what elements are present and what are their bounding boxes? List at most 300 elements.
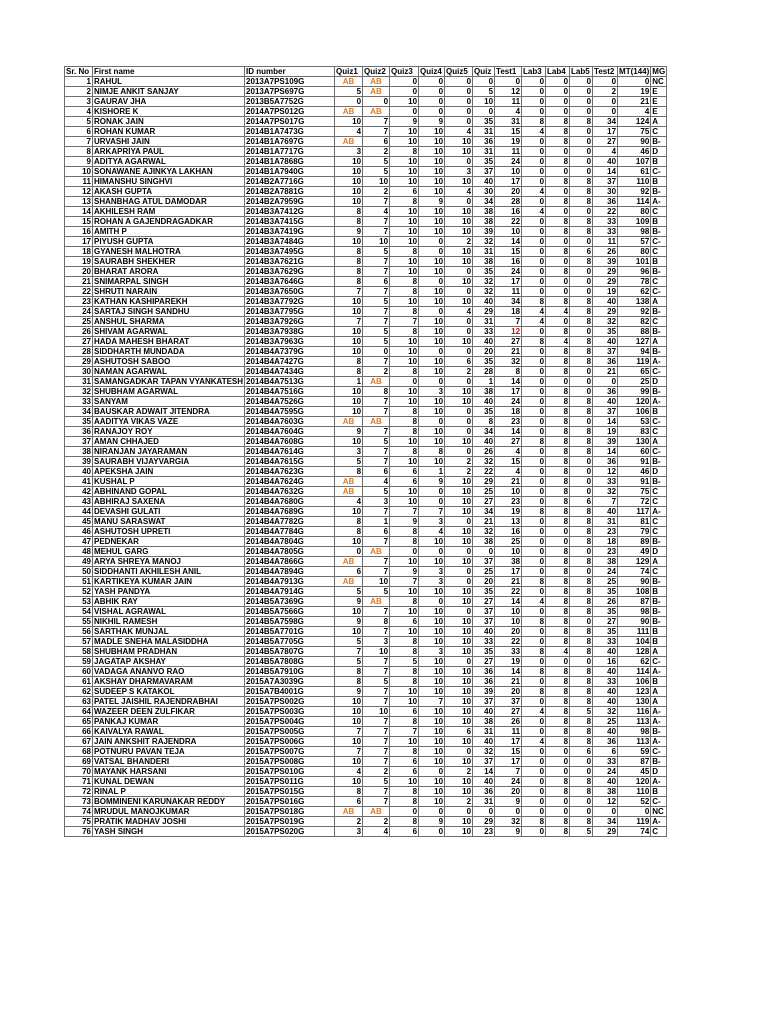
table-cell: 10 bbox=[419, 607, 445, 617]
table-cell: 3 bbox=[419, 517, 445, 527]
table-cell: 7 bbox=[495, 317, 522, 327]
table-cell: 0 bbox=[522, 197, 546, 207]
table-cell: 8 bbox=[546, 817, 570, 827]
table-cell: 32 bbox=[473, 747, 495, 757]
table-cell: 2013A7PS109G bbox=[245, 77, 335, 87]
table-cell: 35 bbox=[593, 587, 618, 597]
table-cell: NAMAN AGARWAL bbox=[93, 367, 245, 377]
table-cell: 4 bbox=[522, 187, 546, 197]
table-row bbox=[65, 337, 667, 347]
table-cell: 18 bbox=[593, 537, 618, 547]
table-cell: 7 bbox=[363, 117, 390, 127]
table-cell: 9 bbox=[335, 687, 363, 697]
table-cell: A bbox=[651, 337, 667, 347]
table-cell: 21 bbox=[473, 517, 495, 527]
table-cell: 90 bbox=[618, 617, 651, 627]
table-cell: 7 bbox=[363, 697, 390, 707]
table-cell: 92 bbox=[618, 307, 651, 317]
table-cell: 0 bbox=[570, 327, 593, 337]
table-cell: 32 bbox=[473, 237, 495, 247]
table-cell: 0 bbox=[419, 107, 445, 117]
table-cell: HADA MAHESH BHARAT bbox=[93, 337, 245, 347]
table-cell: SHUBHAM AGARWAL bbox=[93, 387, 245, 397]
table-cell: 8 bbox=[390, 527, 419, 537]
table-cell: 4 bbox=[522, 317, 546, 327]
table-cell: 2014B5A7598G bbox=[245, 617, 335, 627]
table-cell: 90 bbox=[618, 577, 651, 587]
table-cell: 37 bbox=[65, 437, 93, 447]
table-cell: 8 bbox=[546, 327, 570, 337]
table-cell: 15 bbox=[495, 747, 522, 757]
table-cell: 7 bbox=[363, 747, 390, 757]
table-cell: 7 bbox=[495, 767, 522, 777]
table-cell: 5 bbox=[335, 637, 363, 647]
table-cell: 128 bbox=[618, 647, 651, 657]
table-cell: 10 bbox=[390, 257, 419, 267]
column-header: Sr. No bbox=[65, 67, 93, 77]
table-cell: 0 bbox=[522, 107, 546, 117]
table-cell: 10 bbox=[335, 437, 363, 447]
table-cell: ROHAN A GAJENDRAGADKAR bbox=[93, 217, 245, 227]
table-cell: 8 bbox=[570, 637, 593, 647]
table-cell: 8 bbox=[390, 147, 419, 157]
table-cell: 70 bbox=[65, 767, 93, 777]
table-cell: 0 bbox=[445, 287, 473, 297]
table-cell: 6 bbox=[445, 727, 473, 737]
table-cell: 26 bbox=[473, 447, 495, 457]
table-cell: 0 bbox=[522, 417, 546, 427]
table-cell: SIDDHANTI AKHILESH ANIL bbox=[93, 567, 245, 577]
table-cell: 40 bbox=[593, 297, 618, 307]
table-cell: 0 bbox=[546, 257, 570, 267]
table-cell: 8 bbox=[390, 197, 419, 207]
table-cell: A- bbox=[651, 707, 667, 717]
table-cell: 40 bbox=[593, 687, 618, 697]
table-cell: AB bbox=[335, 107, 363, 117]
table-cell: 2014B3A7415G bbox=[245, 217, 335, 227]
column-header: Quiz5 bbox=[445, 67, 473, 77]
table-cell: 74 bbox=[618, 827, 651, 837]
table-cell: 9 bbox=[419, 817, 445, 827]
table-cell: 10 bbox=[335, 237, 363, 247]
table-cell: 8 bbox=[390, 717, 419, 727]
table-cell: 2014B4A7632G bbox=[245, 487, 335, 497]
table-cell: 10 bbox=[419, 627, 445, 637]
table-cell: 10 bbox=[390, 557, 419, 567]
table-cell: 9 bbox=[390, 517, 419, 527]
table-cell: 8 bbox=[335, 787, 363, 797]
table-cell: 127 bbox=[618, 337, 651, 347]
table-cell: 2014B4A7434G bbox=[245, 367, 335, 377]
table-cell: AB bbox=[363, 87, 390, 97]
table-cell: 2015A7PS020G bbox=[245, 827, 335, 837]
table-cell: 33 bbox=[593, 477, 618, 487]
table-cell: 2015A7PS011G bbox=[245, 777, 335, 787]
table-cell: 2014B3A7963G bbox=[245, 337, 335, 347]
table-cell: 8 bbox=[546, 437, 570, 447]
table-cell: 10 bbox=[445, 707, 473, 717]
table-row bbox=[65, 397, 667, 407]
table-cell: 130 bbox=[618, 697, 651, 707]
table-cell: 4 bbox=[363, 477, 390, 487]
table-cell: 41 bbox=[65, 477, 93, 487]
table-cell: B- bbox=[651, 137, 667, 147]
table-cell: 0 bbox=[419, 377, 445, 387]
table-cell: 10 bbox=[390, 237, 419, 247]
table-cell: 10 bbox=[445, 557, 473, 567]
table-cell: 113 bbox=[618, 717, 651, 727]
table-cell: BAUSKAR ADWAIT JITENDRA bbox=[93, 407, 245, 417]
table-cell: 8 bbox=[546, 477, 570, 487]
table-cell: 45 bbox=[65, 517, 93, 527]
table-cell: 19 bbox=[495, 507, 522, 517]
table-cell: 0 bbox=[570, 547, 593, 557]
table-cell: 0 bbox=[593, 97, 618, 107]
table-row bbox=[65, 217, 667, 227]
table-cell: 7 bbox=[363, 307, 390, 317]
table-cell: 3 bbox=[65, 97, 93, 107]
table-cell: 25 bbox=[473, 487, 495, 497]
table-cell: 2015A7PS005G bbox=[245, 727, 335, 737]
table-cell: SUDEEP S KATAKOL bbox=[93, 687, 245, 697]
table-cell: 0 bbox=[522, 257, 546, 267]
table-cell: 2014B3A7926G bbox=[245, 317, 335, 327]
table-cell: 52 bbox=[618, 797, 651, 807]
table-row bbox=[65, 267, 667, 277]
table-cell: 4 bbox=[522, 707, 546, 717]
column-header: Quiz2 bbox=[363, 67, 390, 77]
table-cell: 0 bbox=[570, 387, 593, 397]
table-cell: 35 bbox=[473, 117, 495, 127]
table-cell: 4 bbox=[445, 307, 473, 317]
table-cell: 0 bbox=[445, 197, 473, 207]
table-cell: 99 bbox=[618, 387, 651, 397]
table-cell: 14 bbox=[593, 167, 618, 177]
table-cell: 8 bbox=[570, 577, 593, 587]
table-cell: 8 bbox=[570, 537, 593, 547]
table-cell: 65 bbox=[618, 367, 651, 377]
table-cell: 4 bbox=[335, 767, 363, 777]
table-cell: 10 bbox=[390, 357, 419, 367]
table-cell: 2 bbox=[363, 187, 390, 197]
table-cell: 8 bbox=[335, 667, 363, 677]
table-cell: 22 bbox=[495, 587, 522, 597]
table-cell: SNIMARPAL SINGH bbox=[93, 277, 245, 287]
table-cell: 9 bbox=[419, 197, 445, 207]
table-cell: NC bbox=[651, 807, 667, 817]
table-cell: 10 bbox=[445, 227, 473, 237]
table-cell: 24 bbox=[495, 157, 522, 167]
table-cell: 4 bbox=[522, 127, 546, 137]
table-cell: 15 bbox=[495, 127, 522, 137]
table-cell: 10 bbox=[445, 147, 473, 157]
table-cell: B- bbox=[651, 227, 667, 237]
table-cell: 8 bbox=[546, 117, 570, 127]
table-cell: 10 bbox=[335, 157, 363, 167]
table-cell: 10 bbox=[445, 787, 473, 797]
table-cell: 47 bbox=[65, 537, 93, 547]
table-cell: 0 bbox=[445, 87, 473, 97]
table-cell: 73 bbox=[65, 797, 93, 807]
table-cell: 15 bbox=[495, 457, 522, 467]
table-cell: 10 bbox=[419, 127, 445, 137]
table-cell: C- bbox=[651, 657, 667, 667]
table-cell: 83 bbox=[618, 427, 651, 437]
table-cell: RONAK JAIN bbox=[93, 117, 245, 127]
table-cell: 39 bbox=[473, 687, 495, 697]
table-cell: GAURAV JHA bbox=[93, 97, 245, 107]
table-cell: 10 bbox=[445, 217, 473, 227]
table-cell: 5 bbox=[363, 157, 390, 167]
table-cell: 2014B3A7484G bbox=[245, 237, 335, 247]
table-cell: 10 bbox=[390, 777, 419, 787]
table-cell: KUSHAL P bbox=[93, 477, 245, 487]
table-cell: 8 bbox=[570, 557, 593, 567]
table-cell: 21 bbox=[65, 277, 93, 287]
table-cell: 10 bbox=[419, 657, 445, 667]
table-cell: 9 bbox=[335, 427, 363, 437]
table-cell: 6 bbox=[390, 707, 419, 717]
table-cell: 9 bbox=[390, 117, 419, 127]
table-cell: 39 bbox=[473, 227, 495, 237]
table-cell: 2 bbox=[445, 767, 473, 777]
table-cell: 8 bbox=[546, 627, 570, 637]
table-cell: 3 bbox=[363, 637, 390, 647]
table-cell: 10 bbox=[445, 587, 473, 597]
table-cell: 10 bbox=[335, 407, 363, 417]
table-cell: 10 bbox=[390, 157, 419, 167]
table-cell: 31 bbox=[473, 127, 495, 137]
table-cell: 10 bbox=[445, 297, 473, 307]
table-cell: 7 bbox=[363, 357, 390, 367]
table-cell: 2014B1A7697G bbox=[245, 137, 335, 147]
table-cell: 0 bbox=[593, 107, 618, 117]
table-cell: 23 bbox=[593, 547, 618, 557]
table-cell: 9 bbox=[335, 227, 363, 237]
table-cell: 5 bbox=[65, 117, 93, 127]
table-cell: A- bbox=[651, 817, 667, 827]
table-cell: 5 bbox=[363, 777, 390, 787]
table-cell: 8 bbox=[522, 817, 546, 827]
table-cell: 57 bbox=[618, 237, 651, 247]
table-cell: 0 bbox=[546, 147, 570, 157]
table-cell: PANKAJ KUMAR bbox=[93, 717, 245, 727]
table-cell: 8 bbox=[522, 117, 546, 127]
table-cell: 15 bbox=[495, 247, 522, 257]
table-cell: 8 bbox=[546, 567, 570, 577]
table-cell: AKHILESH RAM bbox=[93, 207, 245, 217]
table-cell: 5 bbox=[363, 247, 390, 257]
table-row bbox=[65, 417, 667, 427]
table-cell: C- bbox=[651, 367, 667, 377]
table-cell: VADAGA ANANVO RAO bbox=[93, 667, 245, 677]
table-cell: A bbox=[651, 437, 667, 447]
table-cell: 7 bbox=[363, 797, 390, 807]
table-cell: 8 bbox=[570, 347, 593, 357]
table-cell: 2 bbox=[363, 767, 390, 777]
table-cell: 0 bbox=[570, 167, 593, 177]
table-cell: 10 bbox=[335, 717, 363, 727]
table-cell: ANSHUL SHARMA bbox=[93, 317, 245, 327]
table-cell: 8 bbox=[570, 607, 593, 617]
table-cell: 8 bbox=[570, 317, 593, 327]
table-cell: 10 bbox=[445, 667, 473, 677]
table-cell: 56 bbox=[65, 627, 93, 637]
table-cell: 37 bbox=[593, 407, 618, 417]
table-cell: 24 bbox=[495, 267, 522, 277]
table-cell: 10 bbox=[390, 697, 419, 707]
table-cell: 19 bbox=[495, 657, 522, 667]
table-cell: B bbox=[651, 787, 667, 797]
table-cell: 0 bbox=[546, 167, 570, 177]
table-cell: 34 bbox=[473, 197, 495, 207]
table-cell: B- bbox=[651, 347, 667, 357]
table-cell: 0 bbox=[522, 77, 546, 87]
table-row bbox=[65, 587, 667, 597]
table-cell: 10 bbox=[445, 277, 473, 287]
table-cell: 2015A7PS004G bbox=[245, 717, 335, 727]
table-cell: 2015A7B4001G bbox=[245, 687, 335, 697]
table-cell: 18 bbox=[495, 307, 522, 317]
table-cell: B- bbox=[651, 187, 667, 197]
table-cell: 7 bbox=[363, 217, 390, 227]
table-cell: 0 bbox=[522, 697, 546, 707]
table-cell: 0 bbox=[522, 87, 546, 97]
table-cell: 0 bbox=[546, 537, 570, 547]
table-cell: 7 bbox=[363, 537, 390, 547]
table-row bbox=[65, 437, 667, 447]
table-cell: 19 bbox=[593, 287, 618, 297]
table-cell: 8 bbox=[546, 827, 570, 837]
table-cell: 0 bbox=[593, 377, 618, 387]
table-cell: 0 bbox=[445, 117, 473, 127]
table-cell: 29 bbox=[593, 267, 618, 277]
table-cell: 9 bbox=[419, 117, 445, 127]
table-cell: 71 bbox=[65, 777, 93, 787]
table-cell: 1 bbox=[65, 77, 93, 87]
table-cell: B- bbox=[651, 617, 667, 627]
table-cell: A- bbox=[651, 397, 667, 407]
table-cell: 21 bbox=[495, 477, 522, 487]
table-cell: 0 bbox=[445, 327, 473, 337]
table-cell: C bbox=[651, 827, 667, 837]
table-cell: 38 bbox=[473, 387, 495, 397]
table-cell: 10 bbox=[390, 97, 419, 107]
table-cell: B- bbox=[651, 307, 667, 317]
table-row bbox=[65, 157, 667, 167]
table-cell: 39 bbox=[593, 257, 618, 267]
table-cell: 7 bbox=[390, 317, 419, 327]
table-cell: 2015A7PS007G bbox=[245, 747, 335, 757]
table-row bbox=[65, 457, 667, 467]
table-cell: 0 bbox=[419, 347, 445, 357]
table-row bbox=[65, 697, 667, 707]
table-cell: B bbox=[651, 587, 667, 597]
table-cell: 25 bbox=[593, 577, 618, 587]
table-cell: 0 bbox=[522, 357, 546, 367]
table-cell: 10 bbox=[419, 667, 445, 677]
table-cell: 2014B3A7650G bbox=[245, 287, 335, 297]
table-cell: 37 bbox=[473, 607, 495, 617]
table-cell: 40 bbox=[593, 337, 618, 347]
table-cell: 0 bbox=[570, 367, 593, 377]
table-cell: 0 bbox=[570, 77, 593, 87]
table-cell: 0 bbox=[593, 77, 618, 87]
table-cell: 35 bbox=[473, 357, 495, 367]
table-cell: 8 bbox=[335, 257, 363, 267]
table-cell: 31 bbox=[593, 517, 618, 527]
table-cell: 8 bbox=[390, 637, 419, 647]
table-cell: VISHAL AGRAWAL bbox=[93, 607, 245, 617]
table-cell: 7 bbox=[335, 727, 363, 737]
table-cell: 8 bbox=[546, 467, 570, 477]
table-cell: 10 bbox=[445, 827, 473, 837]
table-row bbox=[65, 747, 667, 757]
table-cell: 6 bbox=[390, 187, 419, 197]
table-cell: A- bbox=[651, 197, 667, 207]
table-cell: 0 bbox=[522, 757, 546, 767]
table-cell: RINAL P bbox=[93, 787, 245, 797]
table-cell: 0 bbox=[522, 547, 546, 557]
table-cell: 0 bbox=[618, 807, 651, 817]
table-cell: 8 bbox=[546, 487, 570, 497]
table-cell: 10 bbox=[445, 527, 473, 537]
table-cell: 10 bbox=[419, 717, 445, 727]
table-cell: ABHINAND GOPAL bbox=[93, 487, 245, 497]
table-cell: 49 bbox=[618, 547, 651, 557]
table-cell: 10 bbox=[445, 247, 473, 257]
table-cell: 68 bbox=[65, 747, 93, 757]
table-cell: ASHUTOSH UPRETI bbox=[93, 527, 245, 537]
table-cell: 2014B3A7629G bbox=[245, 267, 335, 277]
table-cell: 0 bbox=[570, 807, 593, 817]
table-cell: 37 bbox=[593, 347, 618, 357]
table-cell: 0 bbox=[419, 277, 445, 287]
column-header: Test2 bbox=[593, 67, 618, 77]
table-cell: 7 bbox=[363, 667, 390, 677]
table-cell: 25 bbox=[593, 717, 618, 727]
column-header: MG bbox=[652, 67, 666, 76]
table-cell: 10 bbox=[419, 787, 445, 797]
table-cell: 0 bbox=[522, 277, 546, 287]
table-cell: 4 bbox=[522, 207, 546, 217]
table-cell: 0 bbox=[522, 477, 546, 487]
table-cell: 0 bbox=[473, 547, 495, 557]
table-cell: 4 bbox=[546, 337, 570, 347]
table-cell: 8 bbox=[335, 517, 363, 527]
table-cell: B bbox=[651, 177, 667, 187]
table-cell: 10 bbox=[390, 497, 419, 507]
table-cell: SANYAM bbox=[93, 397, 245, 407]
table-cell: 6 bbox=[363, 467, 390, 477]
table-cell: 2015A7PS016G bbox=[245, 797, 335, 807]
table-cell: 8 bbox=[546, 787, 570, 797]
table-cell: 10 bbox=[445, 387, 473, 397]
column-header: Quiz bbox=[473, 67, 495, 77]
table-cell: AADITYA VIKAS VAZE bbox=[93, 417, 245, 427]
table-cell: 8 bbox=[546, 737, 570, 747]
table-cell: 5 bbox=[570, 707, 593, 717]
table-cell: 11 bbox=[495, 287, 522, 297]
table-cell: 10 bbox=[419, 227, 445, 237]
table-cell: 7 bbox=[390, 577, 419, 587]
table-cell: 10 bbox=[335, 537, 363, 547]
table-row bbox=[65, 787, 667, 797]
table-cell: 6 bbox=[390, 467, 419, 477]
table-cell: 0 bbox=[419, 487, 445, 497]
table-cell: 10 bbox=[390, 687, 419, 697]
table-cell: 0 bbox=[419, 597, 445, 607]
